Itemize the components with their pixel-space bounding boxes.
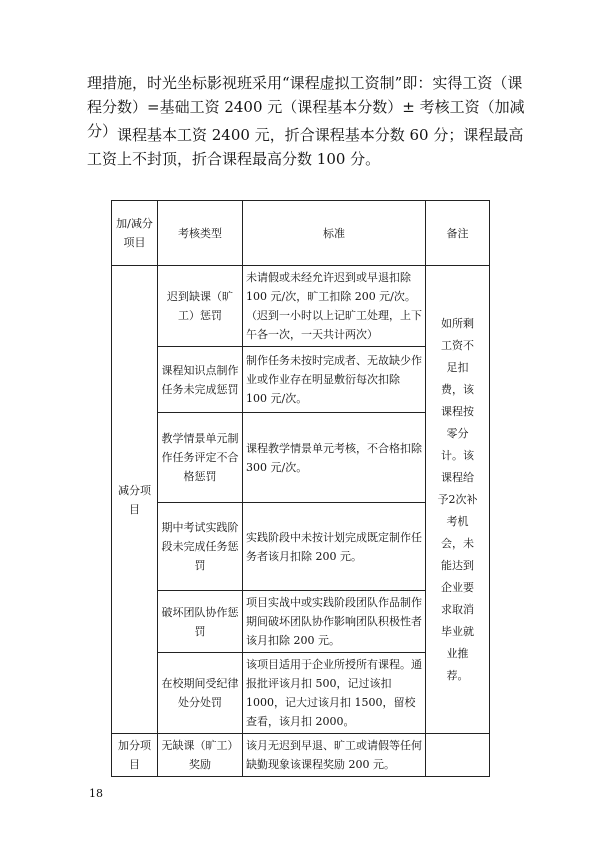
header-category: 加/减分项目	[112, 201, 158, 266]
table-row	[112, 734, 490, 777]
page-number: 18	[89, 787, 103, 800]
row-type: 破坏团队协作惩罚	[158, 591, 243, 653]
table-row	[112, 266, 490, 347]
category-deduct: 减分项目	[112, 266, 158, 734]
table-header-row	[112, 201, 490, 266]
category-add: 加分项目	[112, 734, 158, 777]
row-standard: 制作任务未按时完成者、无故缺少作业或作业存在明显敷衍每次扣除 100 元/次。	[243, 347, 426, 413]
row-standard: 项目实战中或实践阶段团队作品制作期间破坏团队协作影响团队积极性者该月扣除 200 元。	[243, 591, 426, 653]
row-standard: 该项目适用于企业所授所有课程。通报批评该月扣 500，记过该扣 1000，记大过该月扣 1500，留校查看，该月扣 2000。	[243, 653, 426, 734]
header-standard: 标准	[243, 201, 426, 266]
note-cell: 如所剩工资不足扣费，该课程按零分计。该课程给予2次补考机会，未能达到企业要求取消毕业就业推荐。	[426, 266, 490, 734]
row-type: 无缺课（旷工）奖励	[158, 734, 243, 777]
row-standard: 实践阶段中未按计划完成既定制作任务者该月扣除 200 元。	[243, 503, 426, 591]
assessment-table	[111, 200, 490, 777]
row-type: 课程知识点制作任务未完成惩罚	[158, 347, 243, 413]
row-type: 在校期间受纪律处分处罚	[158, 653, 243, 734]
row-type: 教学情景单元制作任务评定不合格惩罚	[158, 413, 243, 503]
row-standard: 课程教学情景单元考核，不合格扣除 300 元/次。	[243, 413, 426, 503]
row-type: 迟到缺课（旷工）惩罚	[158, 266, 243, 347]
header-type: 考核类型	[158, 201, 243, 266]
note-cell-empty	[426, 734, 490, 777]
header-note: 备注	[426, 201, 490, 266]
body-paragraph-1: 理措施，时光坐标影视班采用“课程虚拟工资制”即：实得工资（课程分数）=基础工资 2400 元（课程基本分数）± 考核工资（加减分）	[87, 74, 525, 140]
row-standard: 该月无迟到早退、旷工或请假等任何缺勤现象该课程奖励 200 元。	[243, 734, 426, 777]
body-paragraph-2: 课程基本工资 2400 元，折合课程基本分数 60 分；课程最高工资上不封顶，折合课程最高分数 100 分。	[87, 126, 524, 168]
row-standard: 未请假或未经允许迟到或早退扣除 100 元/次，旷工扣除 200 元/次。（迟到一小时以上记旷工处理，上下午各一次，一天共计两次）	[243, 266, 426, 347]
row-type: 期中考试实践阶段未完成任务惩罚	[158, 503, 243, 591]
